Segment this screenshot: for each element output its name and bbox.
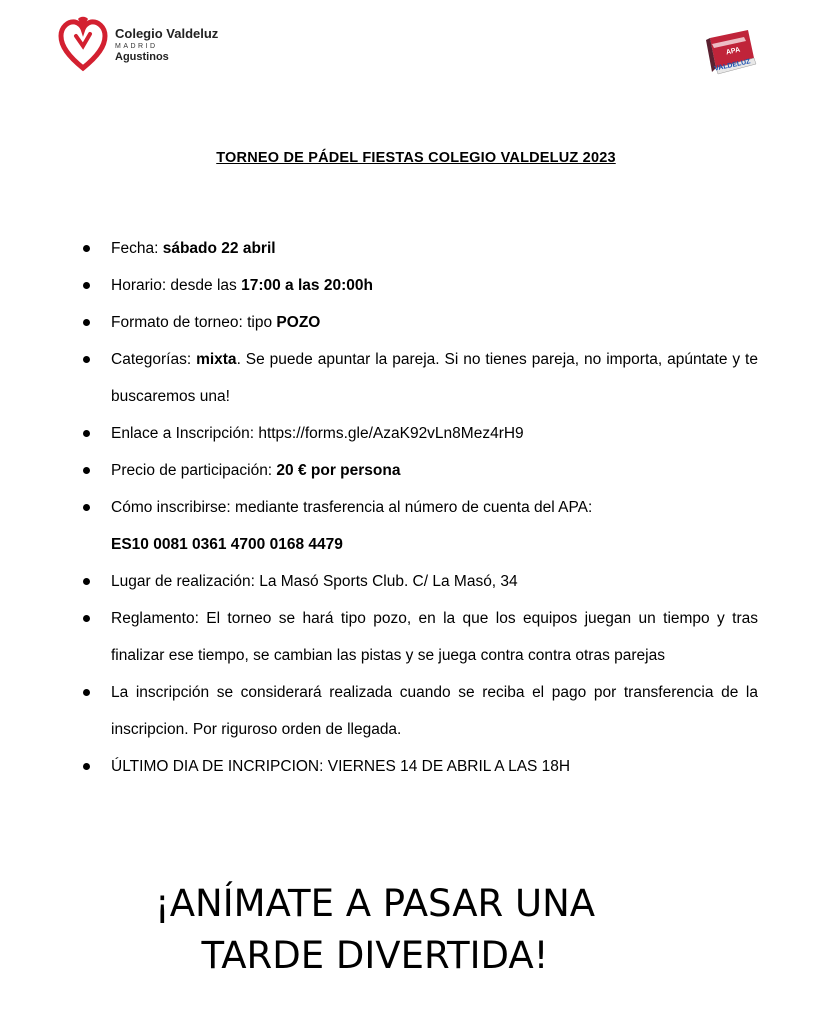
bullet-icon: [83, 578, 90, 585]
pago-text: La inscripción se considerará realizada cuando se reciba el pago por transferencia de la inscripcion. Por riguroso orden de llegada.: [111, 684, 758, 738]
bullet-icon: [83, 245, 90, 252]
lugar-text: Lugar de realización: La Masó Sports Club. C/ La Masó, 34: [111, 573, 518, 590]
precio-value: 20 € por persona: [276, 462, 401, 479]
apa-logo: [704, 28, 760, 80]
ultimo-text: ÚLTIMO DIA DE INCRIPCION: VIERNES 14 DE ABRIL A LAS 18H: [111, 758, 571, 775]
list-item-pago: [80, 674, 758, 748]
list-item-inscribirse: [80, 489, 758, 563]
fecha-label: Fecha:: [111, 240, 163, 257]
bullet-icon: [83, 319, 90, 326]
list-item-fecha: [80, 230, 758, 267]
bullet-icon: [83, 504, 90, 511]
horario-value: 17:00 a las 20:00h: [241, 277, 373, 294]
categorias-rest: . Se puede apuntar la pareja. Si no tienes pareja, no importa, apúntate y te buscaremos una!: [111, 351, 758, 405]
bullet-icon: [83, 282, 90, 289]
heart-logo-icon: [58, 16, 108, 72]
apa-sub-label: VALDELUZ: [713, 58, 752, 73]
bullet-icon: [83, 356, 90, 363]
bullet-icon: [83, 615, 90, 622]
bullet-icon: [83, 467, 90, 474]
horario-label: Horario: desde las: [111, 277, 242, 294]
school-logo-text: [115, 27, 218, 63]
closing-message: [0, 878, 750, 982]
list-item-categorias: [80, 341, 758, 415]
school-name: Colegio Valdeluz: [115, 26, 219, 41]
closing-line-2: TARDE DIVERTIDA!: [201, 934, 549, 977]
list-item-lugar: [80, 563, 758, 600]
bullet-icon: [83, 430, 90, 437]
fecha-value: sábado 22 abril: [162, 240, 276, 257]
reglamento-text: Reglamento: El torneo se hará tipo pozo, en la que los equipos juegan un tiempo y tras finalizar ese tiempo, se cambian las pistas y se juega contra contra otras parejas: [111, 610, 758, 664]
bullet-icon: [83, 763, 90, 770]
formato-label: Formato de torneo: tipo: [111, 314, 277, 331]
list-item-ultimo: [80, 748, 758, 785]
school-city: MADRID: [115, 43, 158, 50]
list-item-reglamento: [80, 600, 758, 674]
list-item-enlace: [80, 415, 758, 452]
categorias-label: Categorías:: [111, 351, 197, 368]
inscribirse-label: Cómo inscribirse: mediante trasferencia al número de cuenta del APA:: [111, 499, 593, 516]
page-title: TORNEO DE PÁDEL FIESTAS COLEGIO VALDELUZ 2023: [216, 150, 616, 166]
school-logo: [58, 16, 228, 76]
enlace-text[interactable]: Enlace a Inscripción: https://forms.gle/AzaK92vLn8Mez4rH9: [111, 425, 524, 442]
closing-line-1: ¡ANÍMATE A PASAR UNA: [154, 882, 596, 925]
categorias-value: mixta: [196, 351, 237, 368]
list-item-formato: [80, 304, 758, 341]
school-order: Agustinos: [115, 51, 169, 63]
info-list: [80, 230, 758, 785]
formato-value: POZO: [276, 314, 321, 331]
list-item-precio: [80, 452, 758, 489]
precio-label: Precio de participación:: [111, 462, 277, 479]
list-item-horario: [80, 267, 758, 304]
cuenta-number: ES10 0081 0361 4700 0168 4479: [111, 536, 343, 553]
apa-label: APA: [725, 46, 741, 57]
bullet-icon: [83, 689, 90, 696]
